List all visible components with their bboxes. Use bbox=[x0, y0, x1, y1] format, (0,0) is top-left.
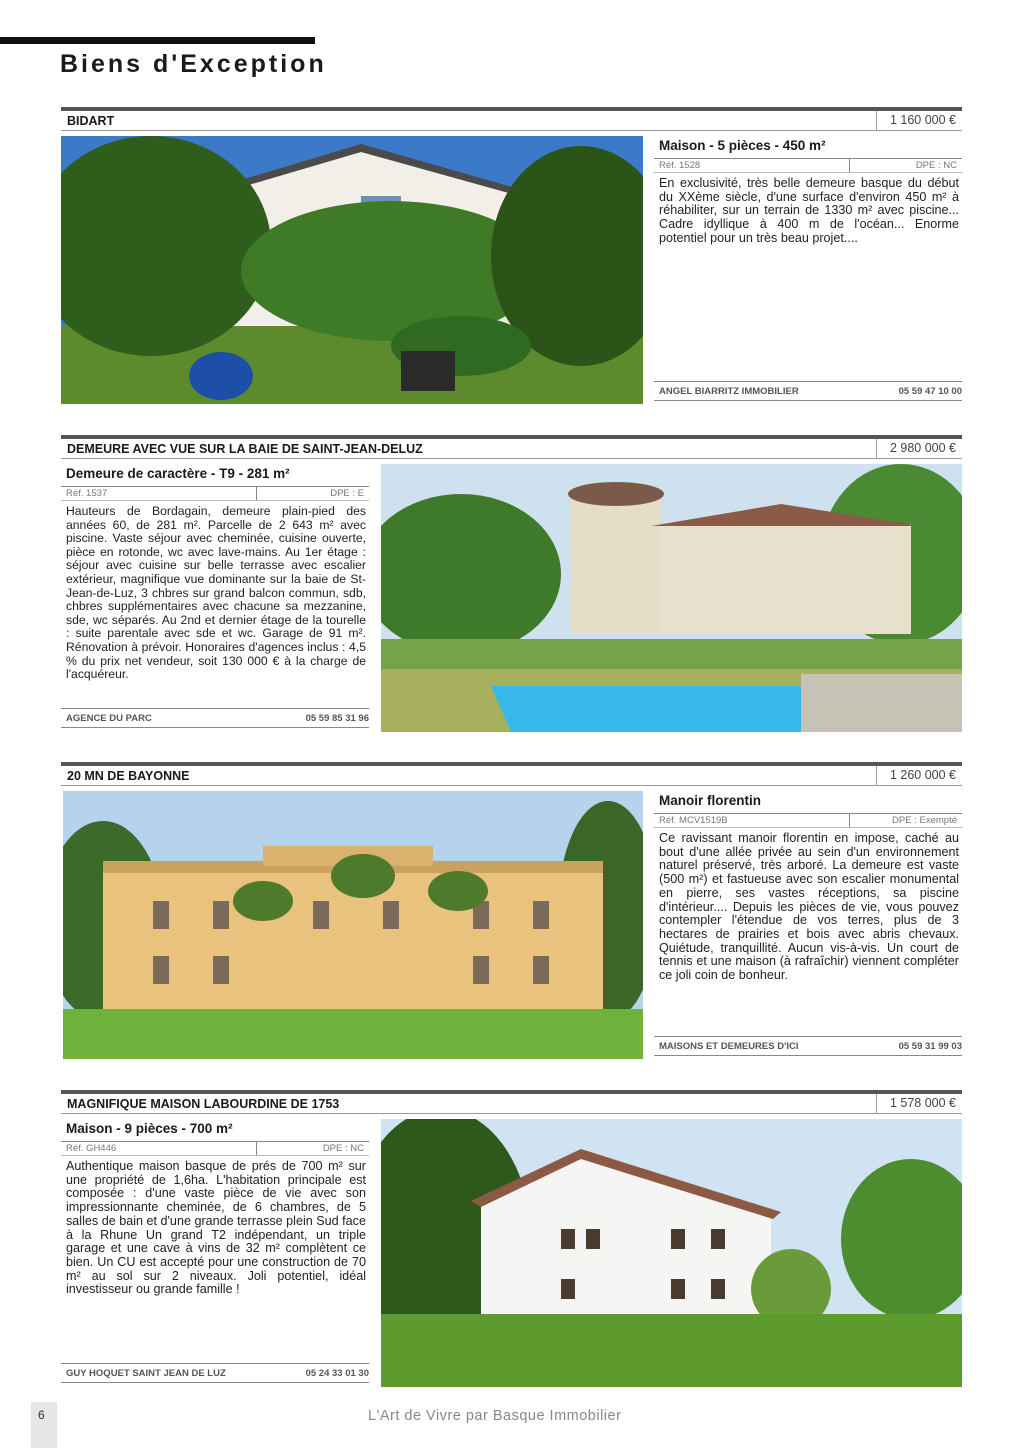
listing-location: 20 MN DE BAYONNE bbox=[67, 769, 190, 783]
agency-row bbox=[654, 381, 962, 401]
agency-name: ANGEL BIARRITZ IMMOBILIER bbox=[659, 386, 799, 397]
listing-price: 2 980 000 € bbox=[876, 439, 962, 458]
description: Authentique maison basque de prés de 700 m² sur une propriété de 1,6ha. L'habitation principale est composée : d'une vaste pièce de vie avec son impressionnante cheminée, de 6 chambres, de 5 salles de bain et d'une grande terrasse plein Sud face à la Rhune Un grand T2 indépendant, un triple garage et une cave à vins de 32 m² complètent ce bien. Un CU est accepté pour une construction de 70 m² au sol sur 2 niveaux. Joli potentiel, idéal investisseur ou grande famille ! bbox=[66, 1159, 366, 1297]
reference: Réf. GH446 bbox=[66, 1143, 117, 1154]
reference-row bbox=[61, 1141, 369, 1156]
property-photo bbox=[61, 136, 643, 404]
divider bbox=[256, 1142, 257, 1155]
property-type: Manoir florentin bbox=[659, 793, 761, 808]
property-photo bbox=[381, 1119, 962, 1387]
listing-saint-jean-de-luz bbox=[61, 435, 962, 733]
divider bbox=[849, 159, 850, 172]
dpe-rating: DPE : E bbox=[330, 488, 364, 499]
agency-row bbox=[61, 708, 369, 728]
reference-row bbox=[61, 486, 369, 501]
agency-phone: 05 59 85 31 96 bbox=[305, 713, 369, 724]
description: Ce ravissant manoir florentin en impose, caché au bout d'une allée privée au sein d'un environnement naturel préservé, très arboré. La demeure est vaste (500 m²) et fastueuse avec son escalier monumental en pierre, ses vastes réceptions, sa piscine d'intérieur.... Depuis les pièces de vie, vous pouvez contempler l'étendue de vos terres, plus de 3 hectares de prairies et bois avec abris chevaux. Quiétude, tranquillité. Aucun vis-à-vis. Un court de tennis et une maison (à rafraîchir) viennent compléter ce joli coin de bonheur. bbox=[659, 831, 959, 983]
dpe-rating: DPE : NC bbox=[322, 1143, 364, 1154]
listing-header bbox=[61, 435, 962, 459]
listing-header bbox=[61, 762, 962, 786]
property-type: Maison - 5 pièces - 450 m² bbox=[659, 138, 826, 153]
listing-info bbox=[654, 791, 962, 1059]
property-photo bbox=[381, 464, 962, 732]
property-photo bbox=[63, 791, 643, 1059]
listing-header bbox=[61, 1090, 962, 1114]
agency-row bbox=[654, 1036, 962, 1056]
dpe-rating: DPE : NC bbox=[915, 160, 957, 171]
page-number: 6 bbox=[38, 1408, 45, 1422]
reference: Réf. MCV1519B bbox=[659, 815, 728, 826]
agency-row bbox=[61, 1363, 369, 1383]
top-rule bbox=[0, 37, 315, 44]
property-type: Demeure de caractère - T9 - 281 m² bbox=[66, 466, 290, 481]
page-title: Biens d'Exception bbox=[60, 50, 327, 78]
listing-info bbox=[654, 136, 962, 404]
listing-price: 1 260 000 € bbox=[876, 766, 962, 785]
listing-location: DEMEURE AVEC VUE SUR LA BAIE DE SAINT-JEAN-DELUZ bbox=[67, 442, 423, 456]
listing-info bbox=[61, 1119, 369, 1387]
listing-header bbox=[61, 107, 962, 131]
description: Hauteurs de Bordagain, demeure plain-pied des années 60, de 281 m². Parcelle de 2 643 m² avec piscine. Vaste séjour avec cheminée, cuisine ouverte, pièce en rotonde, wc avec lave-mains. Au 1er étage : séjour avec cuisine sur belle terrasse avec escalier extérieur, magnifique vue dominante sur la baie de St-Jean-de-Luz, 3 chbres sur grand balcon commun, sdb, chbres supplémentaires avec chacune sa mezzanine, sde, wc séparés. Au 2nd et dernier étage de la tourelle : suite parentale avec sde et wc. Garage de 91 m². Rénovation à prévoir. Honoraires d'agences inclus : 4,5 % du prix net vendeur, soit 130 000 € à la charge de l'acquéreur. bbox=[66, 504, 366, 682]
divider bbox=[256, 487, 257, 500]
reference: Réf. 1528 bbox=[659, 160, 701, 171]
agency-phone: 05 59 47 10 00 bbox=[898, 386, 962, 397]
listing-price: 1 578 000 € bbox=[876, 1094, 962, 1113]
reference-row bbox=[654, 158, 962, 173]
listing-bidart bbox=[61, 107, 962, 405]
listing-location: BIDART bbox=[67, 114, 115, 128]
property-type: Maison - 9 pièces - 700 m² bbox=[66, 1121, 233, 1136]
agency-name: GUY HOQUET SAINT JEAN DE LUZ bbox=[66, 1368, 226, 1379]
dpe-rating: DPE : Exempté bbox=[892, 815, 957, 826]
reference: Réf. 1537 bbox=[66, 488, 108, 499]
listing-location: MAGNIFIQUE MAISON LABOURDINE DE 1753 bbox=[67, 1097, 340, 1111]
footer-tagline: L'Art de Vivre par Basque Immobilier bbox=[368, 1408, 622, 1424]
agency-name: MAISONS ET DEMEURES D'ICI bbox=[659, 1041, 799, 1052]
description: En exclusivité, très belle demeure basque du début du XXème siècle, d'une surface d'environ 450 m² à réhabiliter, sur un terrain de 1330 m² avec piscine... Cadre idyllique à 400 m de l'océan... Enorme potentiel pour un très beau projet.... bbox=[659, 176, 959, 245]
reference-row bbox=[654, 813, 962, 828]
agency-phone: 05 24 33 01 30 bbox=[305, 1368, 369, 1379]
listing-labourdine bbox=[61, 1090, 962, 1388]
agency-name: AGENCE DU PARC bbox=[66, 713, 152, 724]
divider bbox=[849, 814, 850, 827]
listing-price: 1 160 000 € bbox=[876, 111, 962, 130]
listing-info bbox=[61, 464, 369, 732]
listing-bayonne bbox=[61, 762, 962, 1060]
agency-phone: 05 59 31 99 03 bbox=[898, 1041, 962, 1052]
